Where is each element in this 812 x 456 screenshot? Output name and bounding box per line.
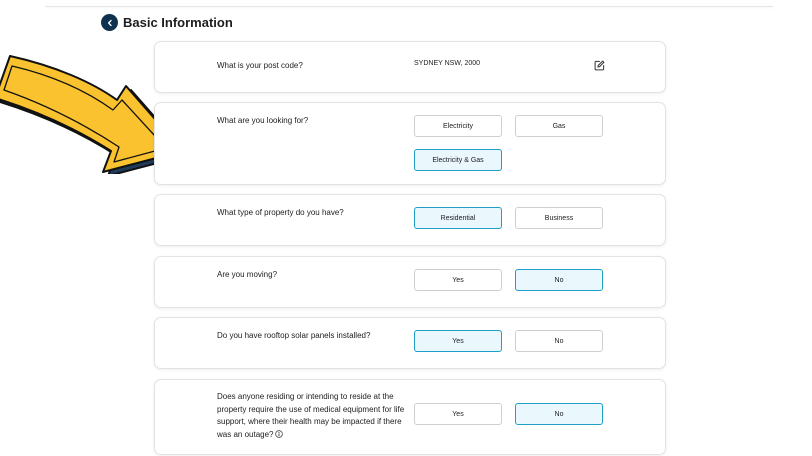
edit-icon[interactable] [594, 60, 605, 71]
option-residential[interactable]: Residential [414, 207, 502, 229]
life-support-question-text: Does anyone residing or intending to reside at the property require the use of medical equipment for life support, where their health may be impacted if there was an outage? [217, 392, 405, 439]
looking-for-question: What are you looking for? [217, 116, 309, 125]
postcode-card [154, 41, 666, 93]
solar-question: Do you have rooftop solar panels installed? [217, 331, 371, 340]
solar-card [154, 317, 666, 369]
moving-question: Are you moving? [217, 270, 278, 279]
solar-option-yes[interactable]: Yes [414, 330, 502, 352]
life-support-option-no[interactable]: No [515, 403, 603, 425]
moving-card [154, 256, 666, 308]
life-support-card [154, 379, 666, 455]
property-type-question: What type of property do you have? [217, 208, 344, 217]
postcode-question: What is your post code? [217, 61, 303, 70]
top-divider [45, 6, 773, 7]
info-icon[interactable] [275, 430, 283, 438]
chevron-left-icon [106, 19, 114, 27]
option-electricity[interactable]: Electricity [414, 115, 502, 137]
looking-for-card [154, 102, 666, 185]
moving-option-yes[interactable]: Yes [414, 269, 502, 291]
back-button[interactable] [101, 14, 118, 31]
section-header [101, 14, 233, 31]
option-business[interactable]: Business [515, 207, 603, 229]
postcode-value: SYDNEY NSW, 2000 [414, 60, 481, 67]
solar-option-no[interactable]: No [515, 330, 603, 352]
life-support-option-yes[interactable]: Yes [414, 403, 502, 425]
life-support-question [217, 391, 409, 441]
page-title: Basic Information [123, 15, 233, 30]
property-type-card [154, 194, 666, 246]
moving-option-no[interactable]: No [515, 269, 603, 291]
option-gas[interactable]: Gas [515, 115, 603, 137]
option-electricity-and-gas[interactable]: Electricity & Gas [414, 149, 502, 171]
